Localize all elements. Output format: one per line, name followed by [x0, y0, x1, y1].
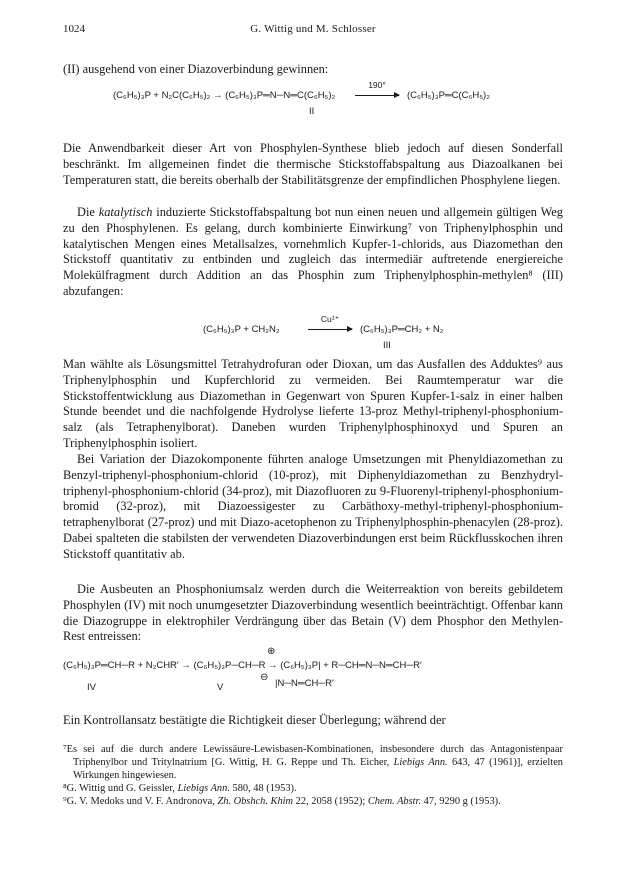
equation-3-main: (C₆H₅)₃P═CH─R + N₂CHR′ → (C₆H₅)₃P─CH─R → (C₆H₅)₃P| + R─CH═N─N═CH─R′ [63, 660, 422, 671]
equation-2-left: (C₆H₅)₃P + CH₂N₂ [203, 324, 280, 335]
footnotes [63, 743, 563, 808]
equation-1-label: II [309, 106, 315, 117]
footnote-8: ⁸G. Wittig und G. Geissler, Liebigs Ann. 580, 48 (1953). [63, 783, 297, 794]
paragraph-3: Die katalytisch induzierte Stickstoffabspaltung bot nun einen neuen und allgemein gültigen Weg zu den Phosphylenen. Es gelang, durch kombinierte Einwirkung⁷ von Triphenylphosphin und katalytischen Mengen eines Metallsalzes, vornehmlich Kupfer-1-chlorids, aus Diazomethan den Stickstoff quantitativ zu entbinden und zugleich das intermediär auftretende energiereiche Molekülfragment durch Addition an das Phosphin zum Triphenylphosphin-methylen⁸ (III) abzufangen: [63, 205, 563, 298]
equation-2-right: (C₆H₅)₃P═CH₂ + N₂ [360, 324, 444, 335]
footnote-9: ⁹G. V. Medoks und V. F. Andronova, Zh. Obshch. Khim 22, 2058 (1952); Chem. Abstr. 47, 9290 g (1953). [63, 796, 501, 807]
equation-3-label-iv: IV [87, 682, 96, 693]
paragraph-4: Man wählte als Lösungsmittel Tetrahydrofuran oder Dioxan, um das Ausfallen des Adduktes⁹ aus Triphenylphosphin und Kupferchlorid zu vermeiden. Bei Raumtemperatur war die Stickstoffentwicklung aus Diazomethan in Gegenwart von Spuren Kupfer-1-salz in einer halben Stunde beendet und die nachfolgende Hydrolyse lieferte 13-proz Methyl-triphenyl-phosphonium-salz (als Tetraphenylborat). Daneben wurden Triphenylphosphinoxyd und Spuren an Triphenylphosphin isoliert. [63, 357, 563, 450]
equation-2-arrow [308, 314, 352, 335]
page-number: 1024 [63, 23, 85, 35]
page-header [63, 23, 563, 39]
equation-1-arrow [355, 80, 399, 101]
equation-2-condition: Cu¹⁺ [320, 314, 340, 324]
equation-3-label-v: V [217, 682, 224, 693]
minus-charge: ⊖ [260, 672, 269, 683]
equation-1-left: (C₆H₅)₃P + N₂C(C₆H₅)₂ → (C₆H₅)₃P═N─N═C(C₆H₅)₂ [113, 90, 336, 101]
emphasis-katalytisch: katalytisch [98, 205, 153, 219]
paragraph-5: Bei Variation der Diazokomponente führten analoge Umsetzungen mit Phenyldiazomethan zu Benzyl-triphenyl-phosphonium-chlorid (10-proz), mit Diphenyldiazomethan zu Benzhydryl-triphenyl-phosphonium-chlorid (34-proz), mit Diazofluoren zu 9-Fluorenyl-triphenyl-phosphonium-bromid (32-proz), mit Diazoessigester zu Carbäthoxy-methyl-triphenyl-phosphonium-tetraphenylborat (27-proz) und mit Diazo-acetophenon zu Triphenylphosphin-phenacylen (28-proz). Dabei spalteten die stabilsten der verwendeten Diazoverbindungen erst beim Rückflusskochen ihren Stickstoff quantitativ ab. [63, 452, 563, 561]
paragraph-2: Die Anwendbarkeit dieser Art von Phosphylen-Synthese blieb jedoch auf diesen Sonderfall beschränkt. Im allgemeinen findet die thermische Stickstoffabspaltung aus Diazoalkanen bei Temperaturen statt, die bereits oberhalb der Stabilitätsgrenze der empfindlichen Phosphylene liegen. [63, 141, 563, 187]
plus-charge: ⊕ [267, 646, 276, 657]
equation-2-label: III [383, 340, 391, 351]
equation-1-condition: 190° [368, 80, 386, 90]
equation-3 [63, 648, 563, 694]
running-head: G. Wittig und M. Schlosser [250, 23, 376, 35]
equation-1-right: (C₆H₅)₃P═C(C₆H₅)₂ [407, 90, 490, 101]
footnote-7: ⁷Es sei auf die durch andere Lewissäure-Lewisbasen-Kombinationen, insbesondere durch das Antagonistenpaar Triphenylbor und Tritylnatrium [G. Wittig, H. G. Reppe und Th. Eicher, Liebigs Ann. 643, 47 (1961)], erzielten Wirkungen hingewiesen. [63, 744, 563, 781]
equation-3-substituent: |N─N═CH─R′ [275, 678, 334, 689]
paragraph-intro: (II) ausgehend von einer Diazoverbindung gewinnen: [63, 62, 329, 76]
paragraph-6: Die Ausbeuten an Phosphoniumsalz werden durch die Weiterreaktion von bereits gebildetem Phosphylen (IV) mit noch unumgesetzter Diazoverbindung wesentlich beeinträchtigt. Offenbar kann die Diazogruppe in elektrophiler Verdrängung über das Betain (V) dem Phosphor den Methylen-Rest entreissen: [63, 582, 563, 644]
paragraph-7: Ein Kontrollansatz bestätigte die Richtigkeit dieser Überlegung; während der [63, 713, 446, 727]
